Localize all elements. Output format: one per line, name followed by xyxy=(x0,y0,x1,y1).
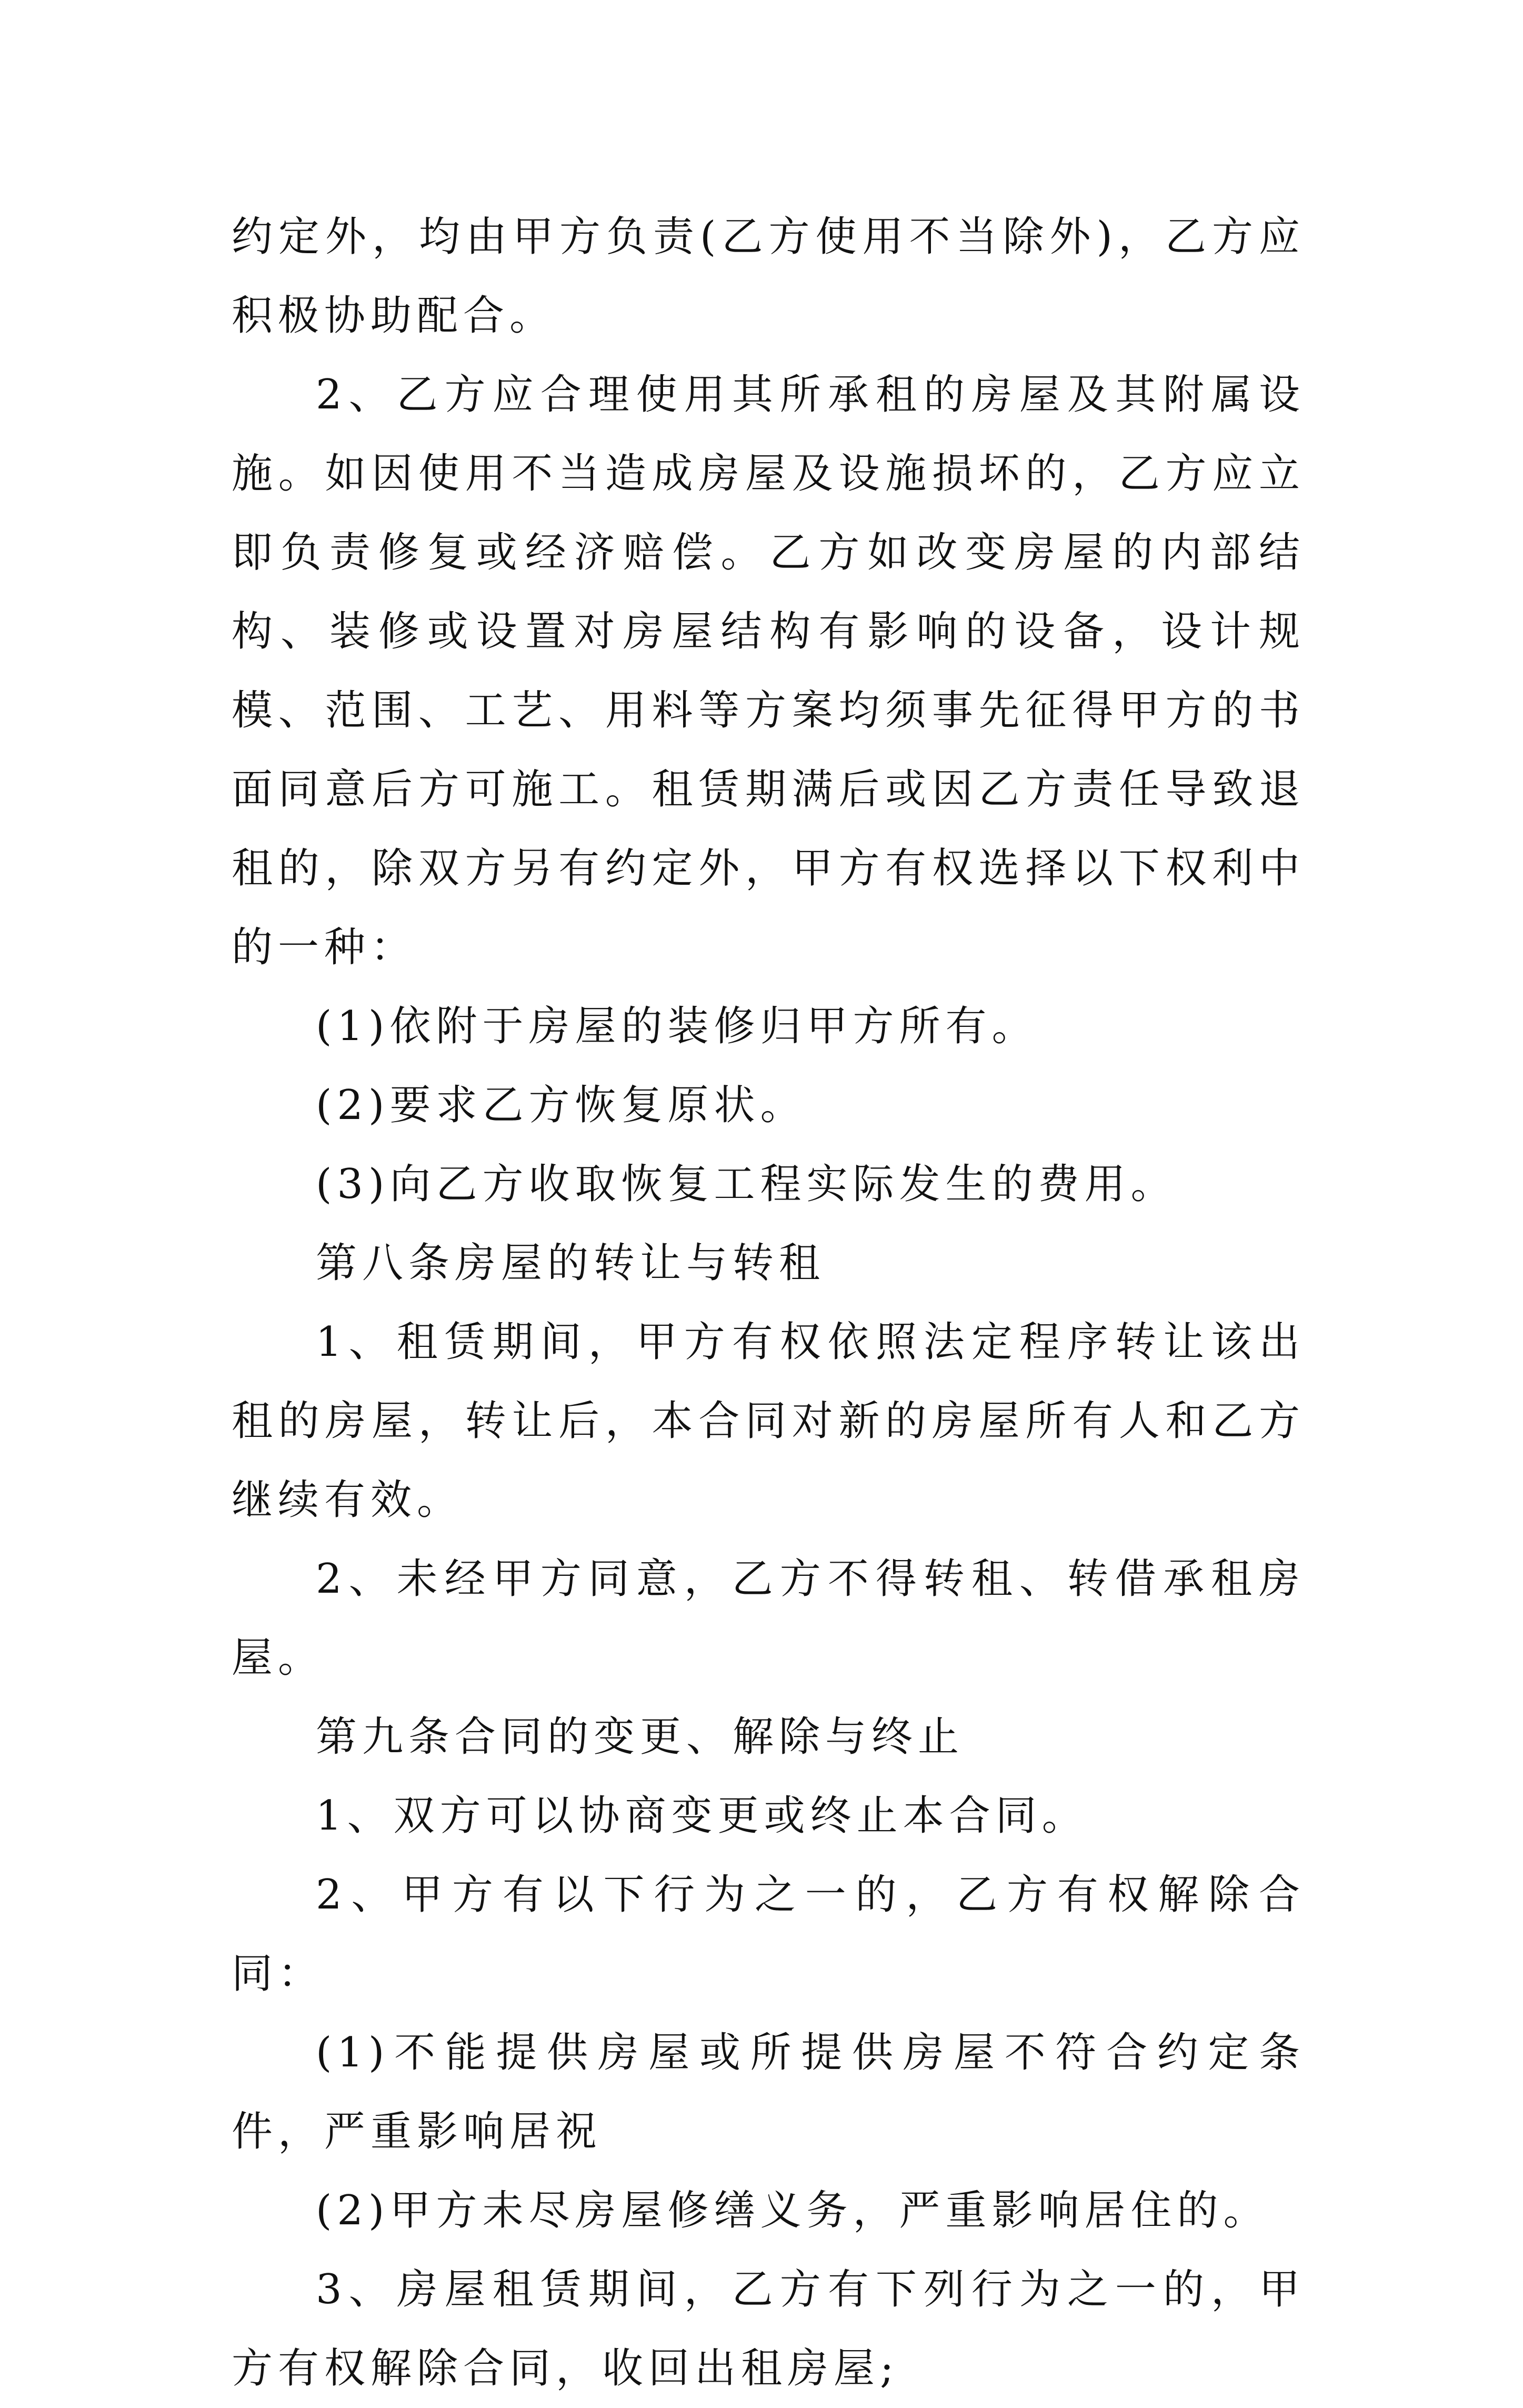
paragraph-article-9-clause-3: 3、房屋租赁期间，乙方有下列行为之一的，甲方有权解除合同，收回出租房屋; xyxy=(232,2266,1305,2392)
paragraph-article-9-clause-1: 1、双方可以协商变更或终止本合同。 xyxy=(316,1792,1088,1840)
paragraph-article-9-item-1: (1)不能提供房屋或所提供房屋不符合约定条件，严重影响居祝 xyxy=(232,2029,1305,2155)
paragraph-article-9-item-2: (2)甲方未尽房屋修缮义务，严重影响居住的。 xyxy=(316,2187,1270,2234)
paragraph-article-8-clause-1: 1、租赁期间，甲方有权依照法定程序转让该出租的房屋，转让后，本合同对新的房屋所有人和乙方继续有效。 xyxy=(232,1318,1305,1524)
section-heading-article-9: 第九条合同的变更、解除与终止 xyxy=(316,1713,965,1761)
paragraph-clause-2-usage: 2、乙方应合理使用其所承租的房屋及其附属设施。如因使用不当造成房屋及设施损坏的，乙方应立即负责修复或经济赔偿。乙方如改变房屋的内部结构、装修或设置对房屋结构有影响的设备，设计规模、范围、工艺、用料等方案均须事先征得甲方的书面同意后方可施工。租赁期满后或因乙方责任导致退租的，除双方另有约定外，甲方有权选择以下权利中的一种： xyxy=(232,371,1305,971)
section-heading-article-8: 第八条房屋的转让与转租 xyxy=(316,1240,826,1287)
paragraph-option-2: (2)要求乙方恢复原状。 xyxy=(316,1082,807,1129)
paragraph-option-3: (3)向乙方收取恢复工程实际发生的费用。 xyxy=(316,1161,1177,1208)
paragraph-continued-clause: 约定外，均由甲方负责(乙方使用不当除外)，乙方应积极协助配合。 xyxy=(232,213,1305,339)
paragraph-article-9-clause-2: 2、甲方有以下行为之一的，乙方有权解除合同： xyxy=(232,1871,1305,1997)
document-body xyxy=(232,197,1305,2408)
paragraph-option-1: (1)依附于房屋的装修归甲方所有。 xyxy=(316,1003,1038,1050)
paragraph-article-8-clause-2: 2、未经甲方同意，乙方不得转租、转借承租房屋。 xyxy=(232,1555,1305,1682)
